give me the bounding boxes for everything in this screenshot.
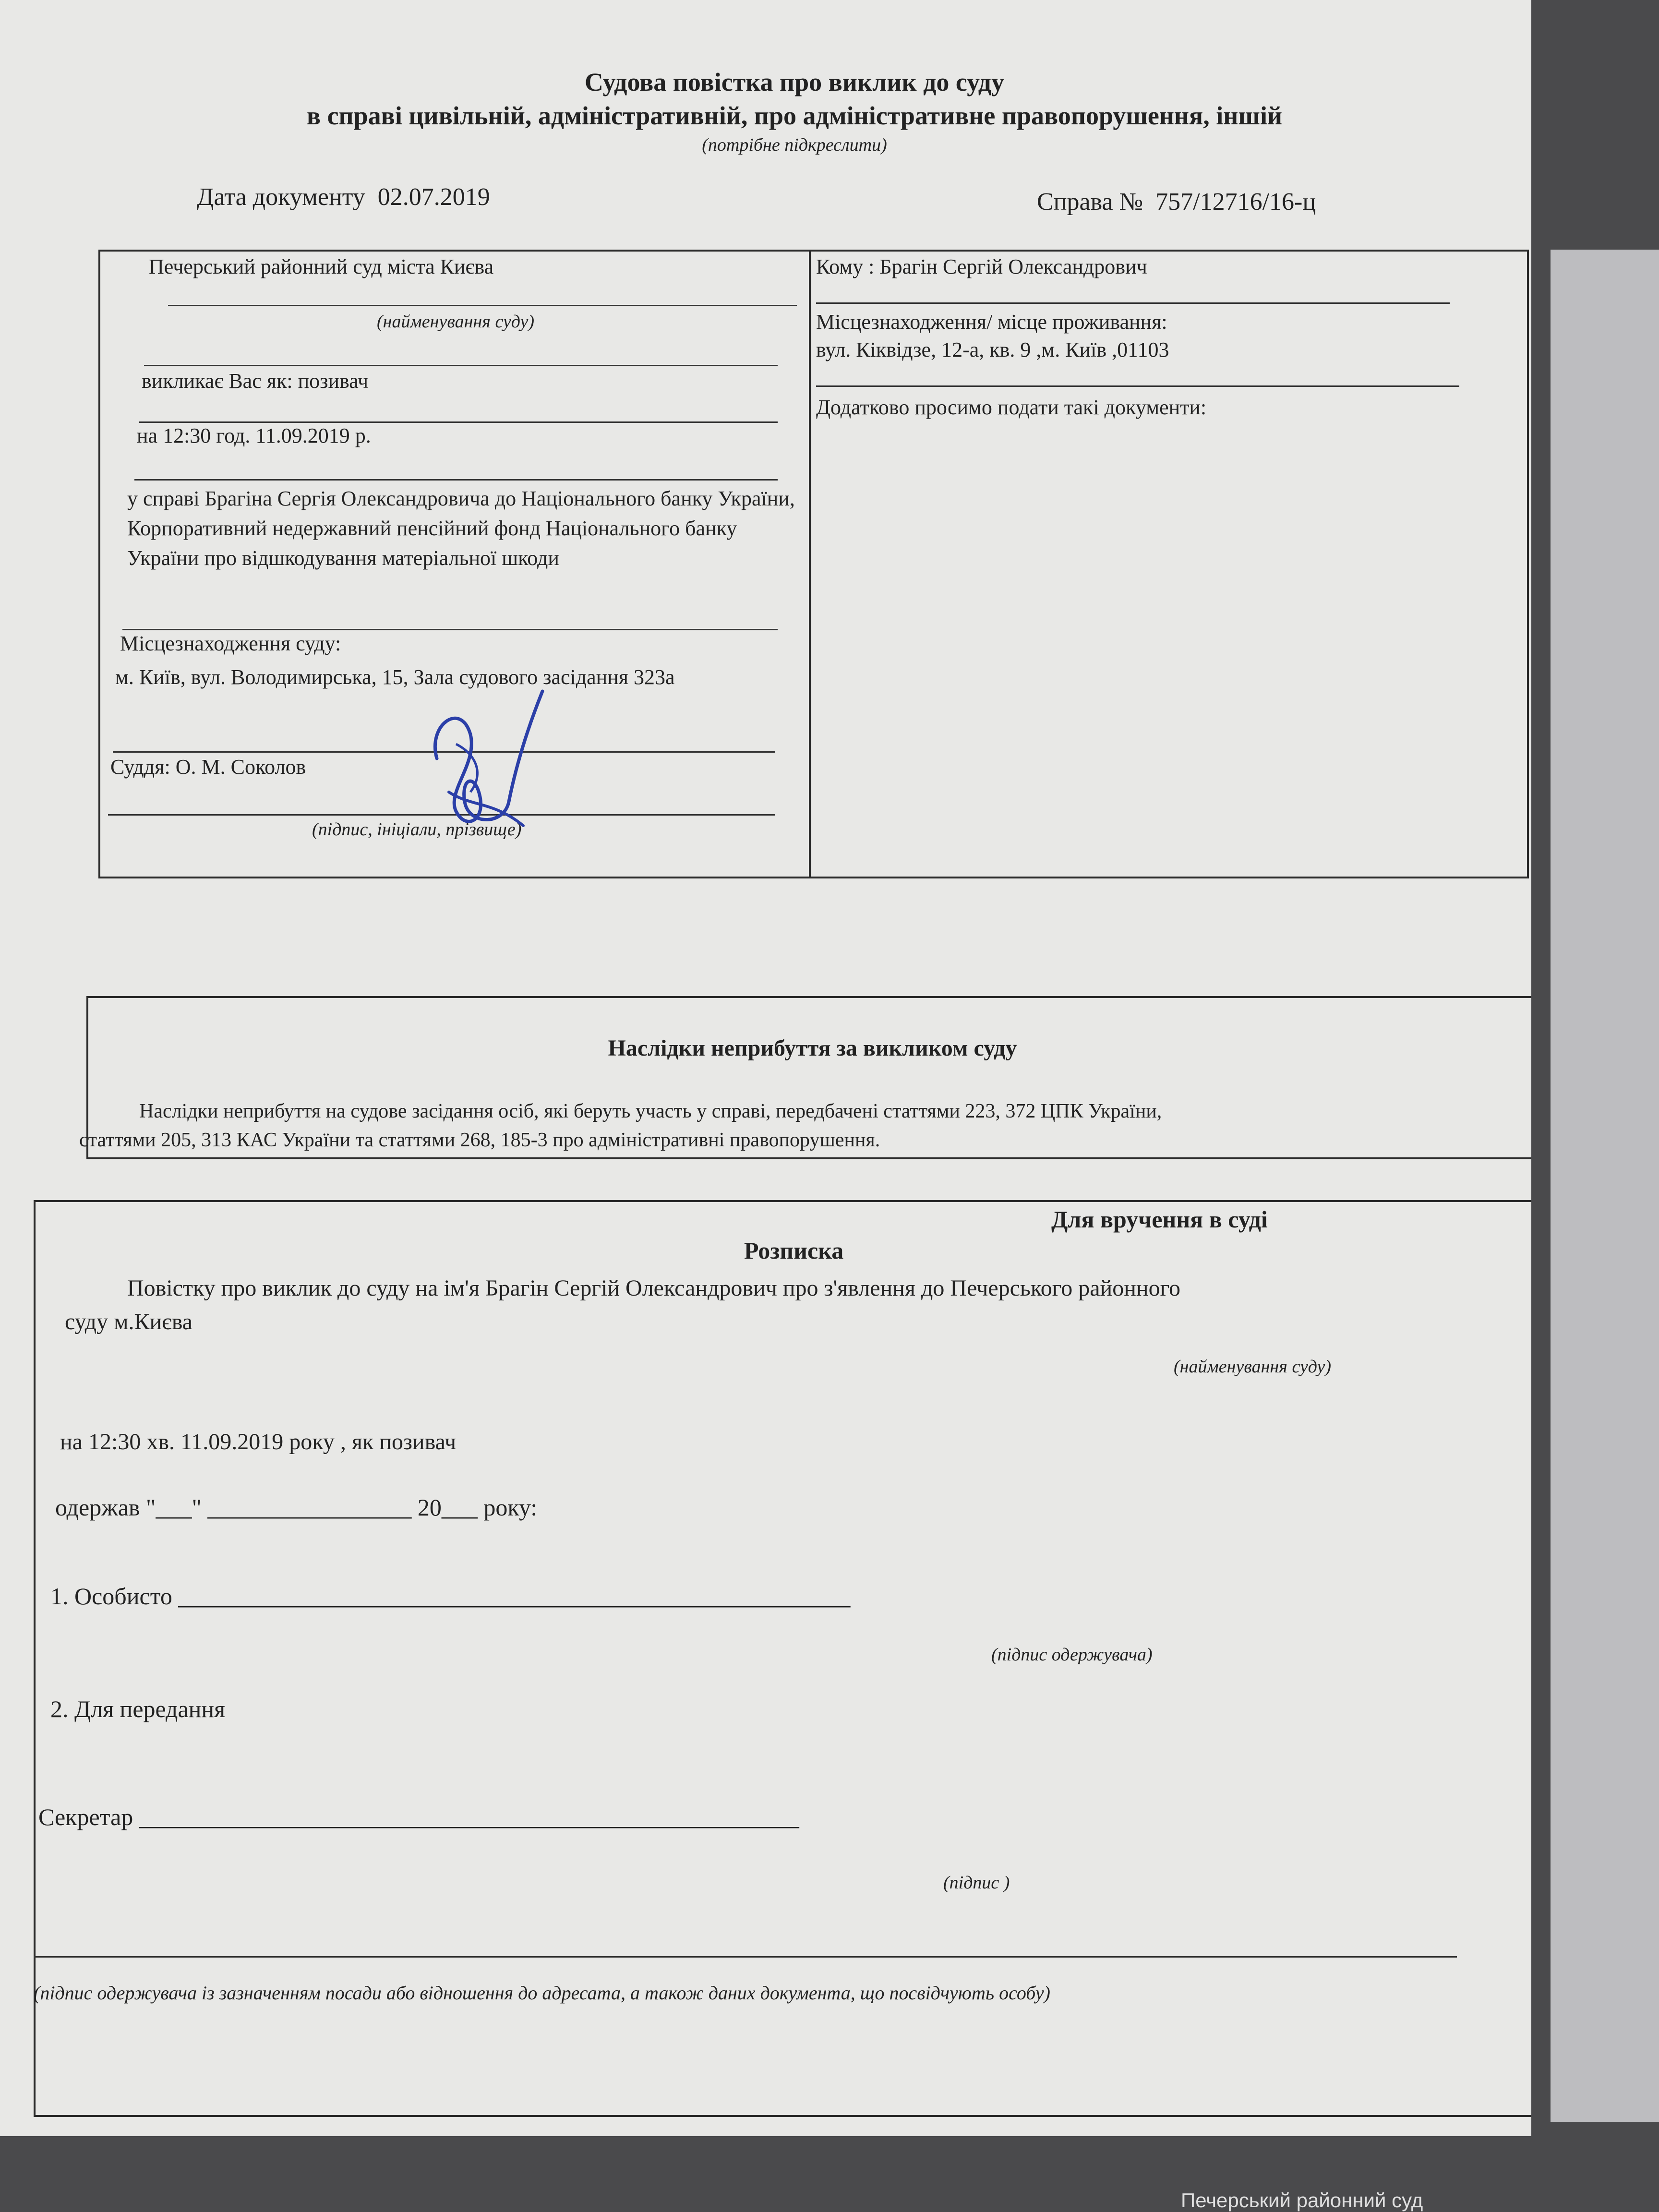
case-label: Справа № (1037, 188, 1143, 216)
receipt-title: Розписка (744, 1237, 844, 1264)
judge-signature (408, 682, 552, 845)
recipient-address-label: Місцезнаходження/ місце проживання: (816, 310, 1167, 334)
receipt-court-caption: (найменування суду) (1174, 1357, 1332, 1377)
separator-line (168, 305, 797, 306)
court-name: Печерський районний суд міста Києва (149, 255, 494, 278)
consequences-line-1: Наслідки неприбуття на судове засідання осіб, які беруть участь у справі, передбачені статтями 223, 372 ЦПК України, (139, 1100, 1162, 1122)
receipt-personally: 1. Особисто ________________________________________________________ (50, 1583, 851, 1610)
column-divider (809, 250, 811, 878)
date-label: Дата документу (197, 183, 365, 211)
receipt-for-transfer: 2. Для передання (50, 1695, 226, 1722)
separator-line (144, 365, 778, 366)
receipt-time: на 12:30 хв. 11.09.2019 року , як позивач (60, 1429, 457, 1455)
recipient-signature-caption: (підпис одержувача) (991, 1645, 1153, 1665)
receipt-received: одержав "___" _________________ 20___ року: (55, 1494, 538, 1521)
next-page-footer: Печерський районний суд (1181, 2189, 1423, 2212)
date-value: 02.07.2019 (377, 183, 490, 211)
document-date (197, 182, 490, 212)
receipt-line-1: Повістку про виклик до суду на ім'я Брагін Сергій Олександрович про з'явлення до Печерського районного (127, 1275, 1181, 1301)
consequences-title: Наслідки неприбуття за викликом суду (608, 1035, 1017, 1061)
case-description: у справі Брагіна Сергія Олександровича до Національного банку України, Корпоративний недержавний пенсійний фонд Національного банку України про відшкодування матеріальної шкоди (127, 487, 795, 570)
secretary-signature-caption: (підпис ) (943, 1873, 1010, 1893)
receipt-line-2: суду м.Києва (65, 1309, 193, 1334)
court-name-caption: (найменування суду) (377, 312, 535, 332)
summons-role: викликає Вас як: позивач (142, 369, 369, 393)
court-location-value: м. Київ, вул. Володимирська, 15, Зала судового засідання 323а (115, 665, 675, 689)
underline-note: (потрібне підкреслити) (702, 135, 887, 155)
for-court-delivery: Для вручення в суді (1051, 1206, 1268, 1233)
separator-line (122, 629, 778, 630)
recipient-address-value: вул. Кіквідзе, 12-а, кв. 9 ,м. Київ ,01103 (816, 338, 1169, 361)
judge-name: Суддя: О. М. Соколов (110, 755, 306, 779)
separator-line (816, 302, 1450, 304)
separator-line (134, 479, 778, 481)
recipient-details-caption: (підпис одержувача із зазначенням посади або відношення до адресата, а також даних документа, що посвідчують особу) (34, 1982, 1050, 2004)
signature-caption: (підпис, ініціали, прізвище) (312, 819, 522, 840)
additional-documents-label: Додатково просимо подати такі документи: (816, 396, 1207, 419)
separator-line (139, 421, 778, 423)
hearing-time: на 12:30 год. 11.09.2019 р. (137, 424, 371, 447)
document-title: Судова повістка про виклик до суду (584, 68, 1005, 96)
case-value: 757/12716/16-ц (1155, 188, 1316, 216)
recipient-name: Кому : Брагін Сергій Олександрович (816, 255, 1147, 278)
document-subtitle: в справі цивільній, адміністративній, про адміністративне правопорушення, іншій (306, 101, 1283, 130)
background-sheet (1551, 250, 1659, 2122)
court-location-label: Місцезнаходження суду: (120, 632, 341, 655)
consequences-line-2: статтями 205, 313 КАС України та статтями 268, 185-3 про адміністративні правопорушення. (79, 1129, 880, 1151)
receipt-secretary: Секретар _______________________________________________________ (38, 1803, 799, 1830)
receipt-box (34, 1200, 1531, 2117)
separator-line (816, 385, 1459, 387)
recipient-signature-line (34, 1956, 1457, 1958)
case-number (1037, 187, 1316, 217)
